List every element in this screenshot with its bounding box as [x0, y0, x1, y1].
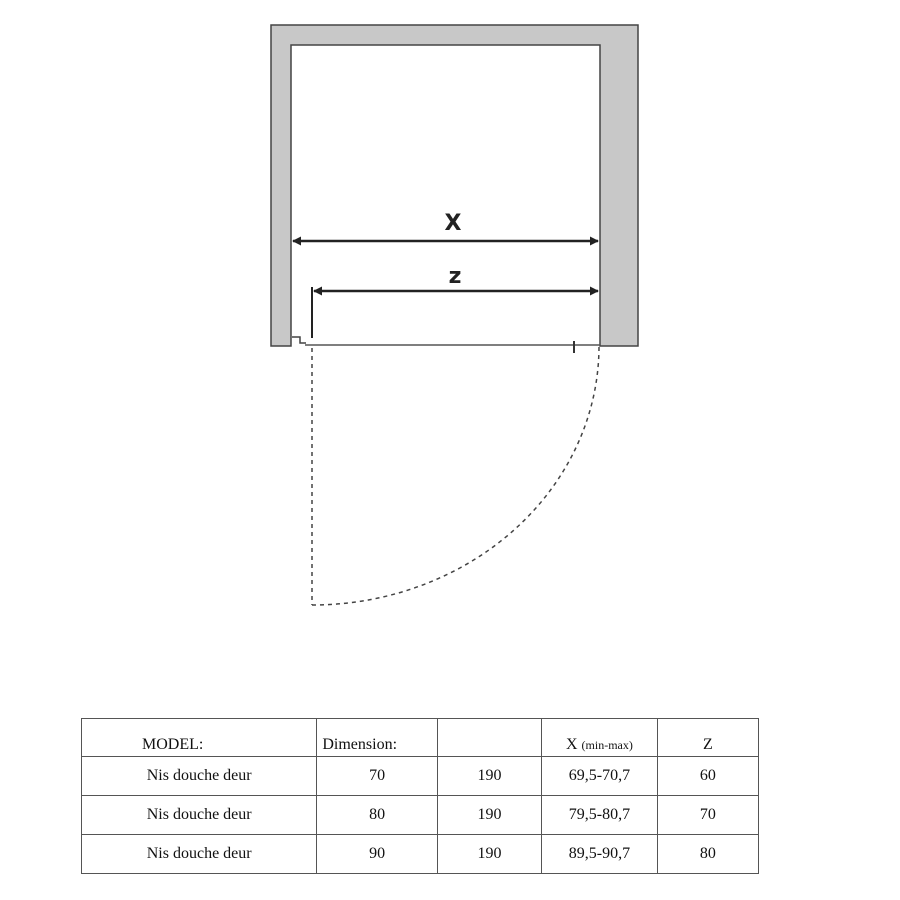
door-swing-arc: [312, 346, 599, 605]
cell-x: 79,5-80,7: [542, 796, 658, 835]
cell-z: 80: [657, 835, 758, 874]
cell-z: 60: [657, 757, 758, 796]
header-height: [437, 719, 541, 757]
header-z: Z: [657, 719, 758, 757]
header-x: [542, 719, 658, 757]
z-dimension-label: z: [448, 264, 462, 289]
table-row: [82, 796, 759, 835]
niche-wall: [271, 25, 638, 346]
header-dimension: Dimension:: [317, 719, 438, 757]
cell-dimension: 90: [317, 835, 438, 874]
cell-model: Nis douche deur: [82, 835, 317, 874]
cell-dimension: 70: [317, 757, 438, 796]
cell-height: 190: [437, 796, 541, 835]
table-row: [82, 835, 759, 874]
cell-height: 190: [437, 757, 541, 796]
cell-x: 89,5-90,7: [542, 835, 658, 874]
cell-x: 69,5-70,7: [542, 757, 658, 796]
header-x-note: (min-max): [581, 738, 633, 752]
cell-dimension: 80: [317, 796, 438, 835]
table-row: [82, 757, 759, 796]
header-model: MODEL:: [82, 719, 317, 757]
hinge-icon: [292, 337, 306, 343]
x-dimension-label: X: [444, 211, 462, 236]
dimensions-table: [81, 718, 759, 874]
cell-height: 190: [437, 835, 541, 874]
cell-z: 70: [657, 796, 758, 835]
table-header-row: [82, 719, 759, 757]
cell-model: Nis douche deur: [82, 796, 317, 835]
header-x-main: X: [565, 736, 578, 753]
cell-model: Nis douche deur: [82, 757, 317, 796]
